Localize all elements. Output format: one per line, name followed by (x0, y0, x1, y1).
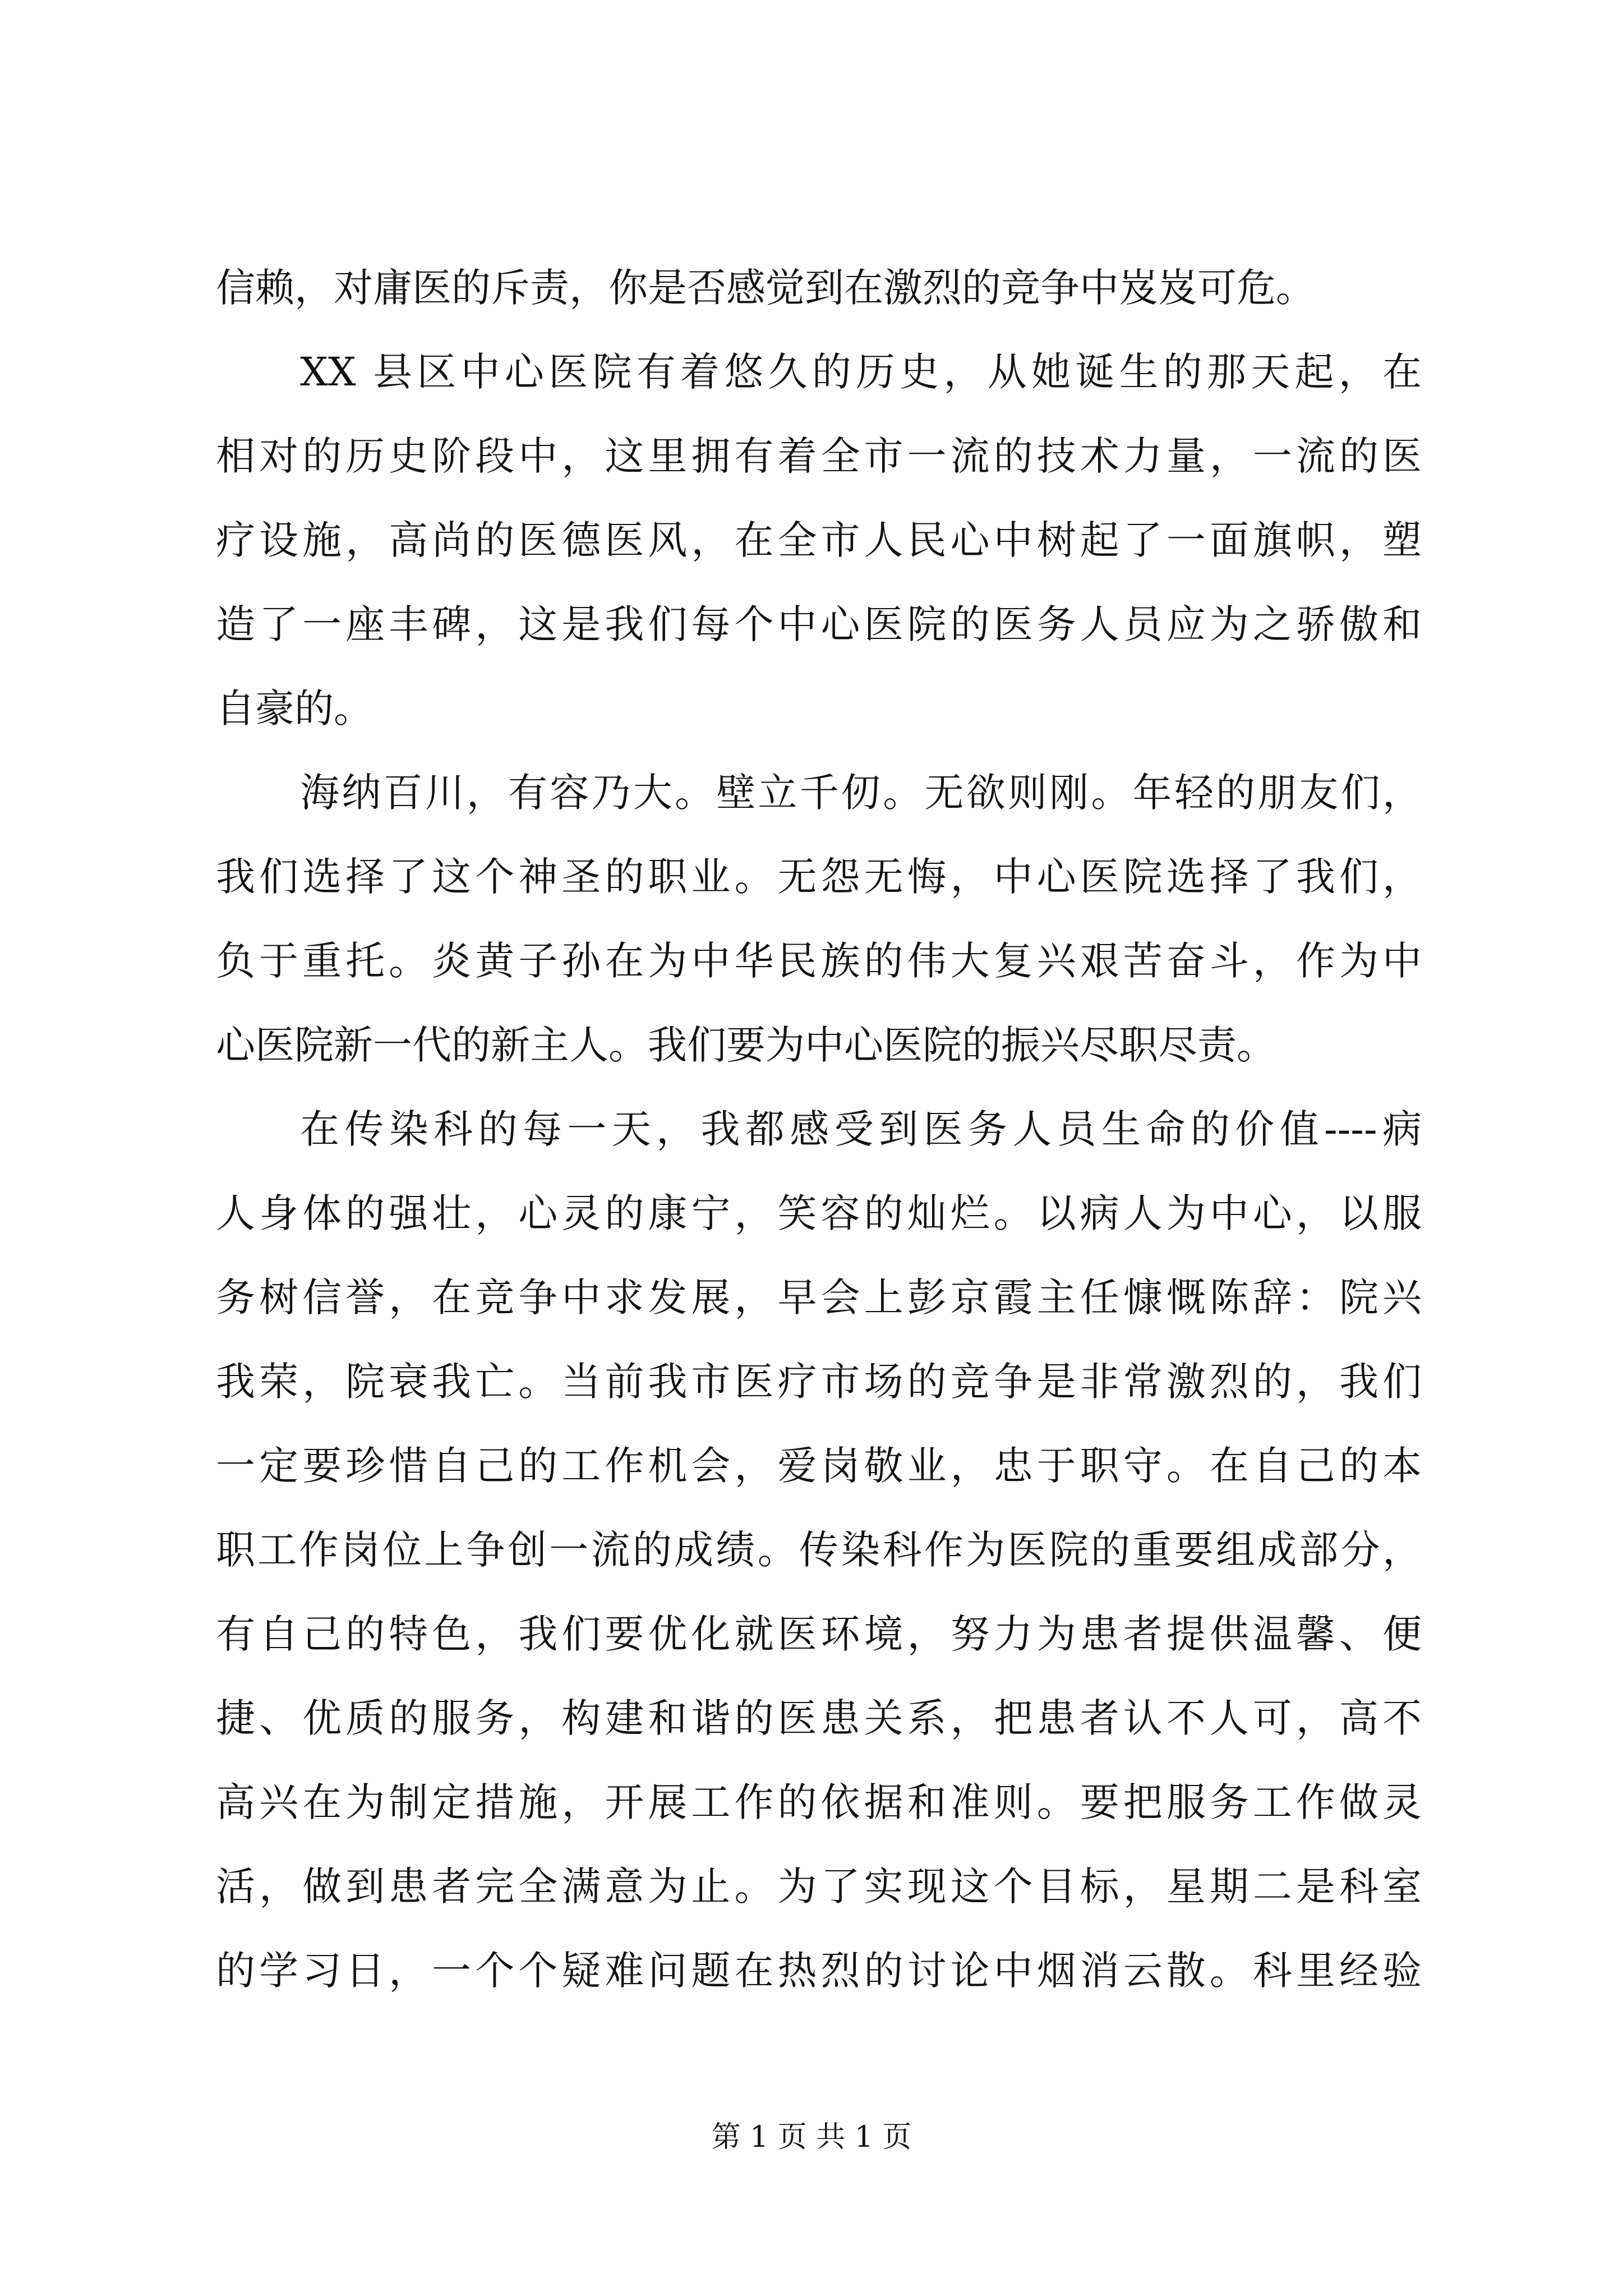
body-text (216, 246, 1422, 2013)
text-line: 捷、优质的服务，构建和谐的医患关系，把患者认不人可，高不 (216, 1695, 1422, 1741)
text-line: 我荣，院衰我亡。当前我市医疗市场的竞争是非常激烈的，我们 (216, 1359, 1422, 1405)
text-line: 自豪的。 (216, 685, 373, 731)
text-line: 务树信誉，在竞争中求发展，早会上彭京霞主任慷慨陈辞：院兴 (216, 1274, 1422, 1320)
text-line: 相对的历史阶段中，这里拥有着全市一流的技术力量，一流的医 (216, 433, 1422, 479)
text-line: 疗设施，高尚的医德医风，在全市人民心中树起了一面旗帜，塑 (216, 517, 1422, 563)
text-line: 人身体的强壮，心灵的康宁，笑容的灿烂。以病人为中心，以服 (216, 1190, 1422, 1236)
page-footer: 第 1 页 共 1 页 (711, 2120, 912, 2154)
text-line: 负于重托。炎黄子孙在为中华民族的伟大复兴艰苦奋斗，作为中 (216, 938, 1422, 984)
text-line: 海纳百川，有容乃大。壁立千仞。无欲则刚。年轻的朋友们， (300, 770, 1422, 816)
text-line: 在传染科的每一天，我都感受到医务人员生命的价值----病 (300, 1106, 1422, 1152)
text-line: 高兴在为制定措施，开展工作的依据和准则。要把服务工作做灵 (216, 1779, 1422, 1825)
text-line: 造了一座丰碑，这是我们每个中心医院的医务人员应为之骄傲和 (216, 601, 1422, 647)
text-line: 职工作岗位上争创一流的成绩。传染科作为医院的重要组成部分， (216, 1527, 1422, 1573)
text-line: 信赖，对庸医的斥责，你是否感觉到在激烈的竞争中岌岌可危。 (216, 265, 1315, 311)
text-line: 有自己的特色，我们要优化就医环境，努力为患者提供温馨、便 (216, 1611, 1422, 1657)
text-line: 心医院新一代的新主人。我们要为中心医院的振兴尽职尽责。 (216, 1022, 1276, 1068)
text-line: 一定要珍惜自己的工作机会，爱岗敬业，忠于职守。在自己的本 (216, 1443, 1422, 1489)
text-line: 活，做到患者完全满意为止。为了实现这个目标，星期二是科室 (216, 1864, 1422, 1910)
text-line: 我们选择了这个神圣的职业。无怨无悔，中心医院选择了我们， (216, 854, 1422, 900)
text-line: XX 县区中心医院有着悠久的历史，从她诞生的那天起，在 (300, 349, 1422, 395)
text-line: 的学习日，一个个疑难问题在热烈的讨论中烟消云散。科里经验 (216, 1948, 1422, 1994)
